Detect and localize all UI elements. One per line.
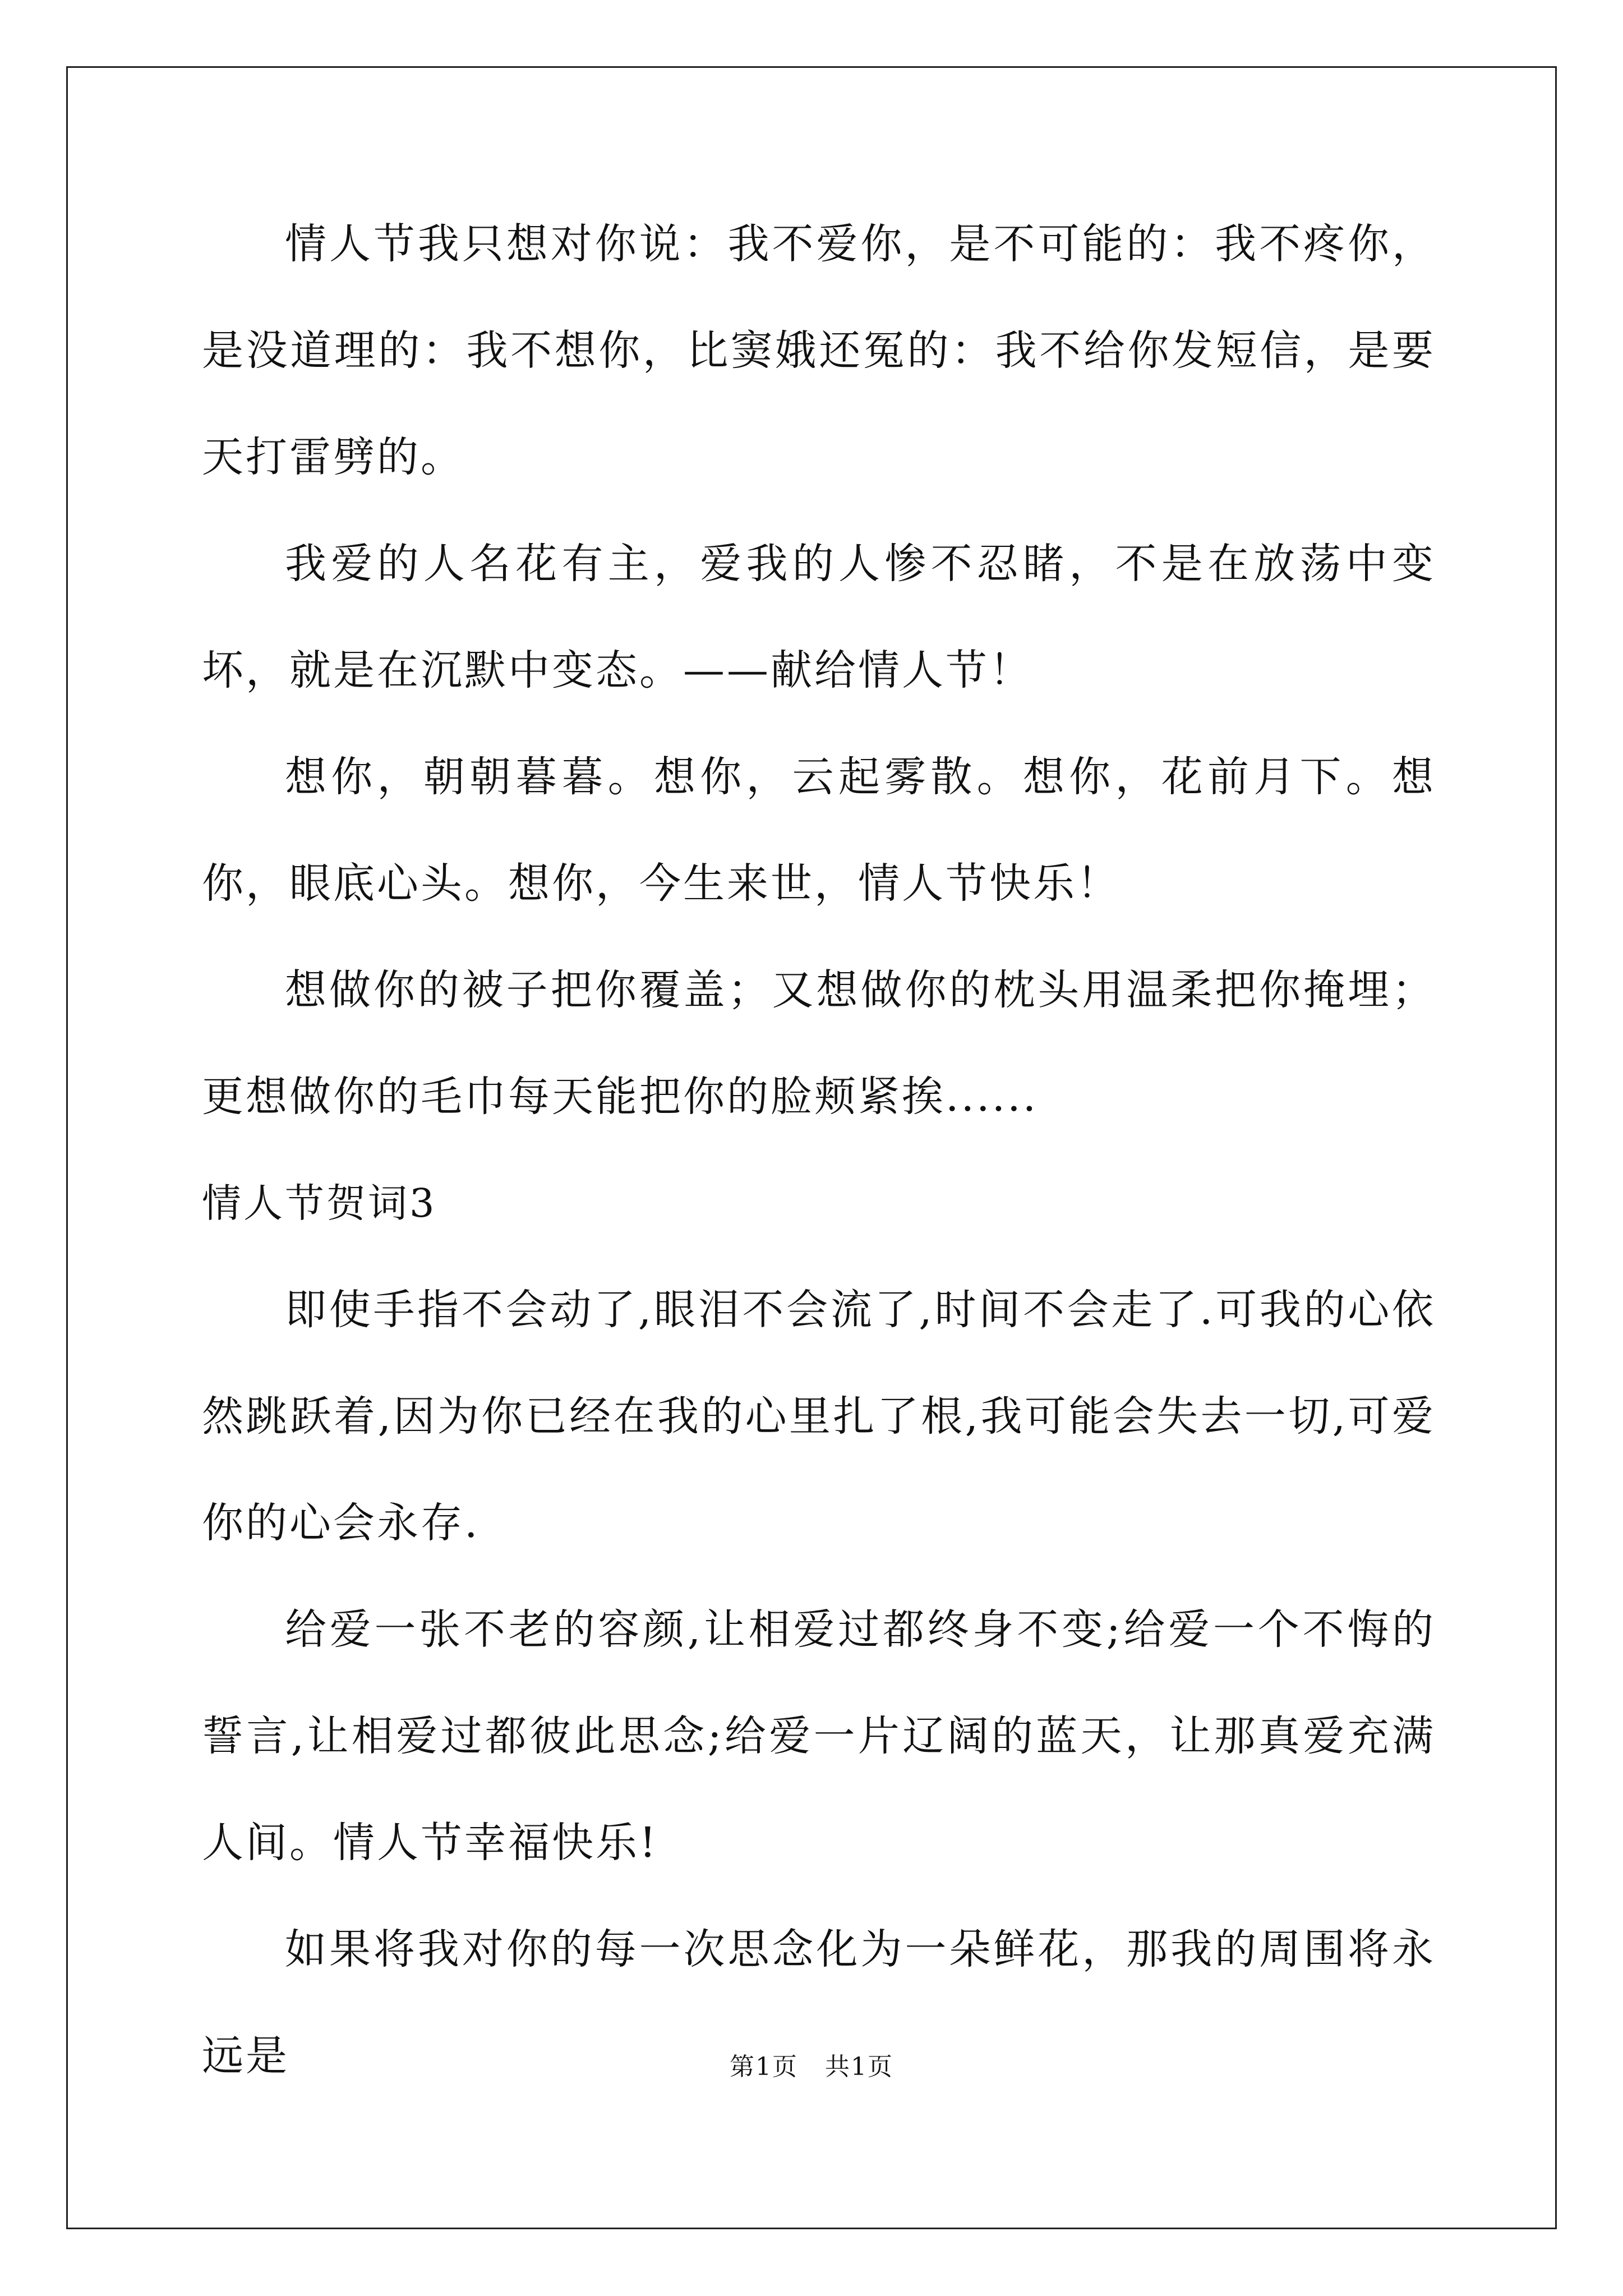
- paragraph: 想做你的被子把你覆盖；又想做你的枕头用温柔把你掩埋；更想做你的毛巾每天能把你的脸颊紧挨......: [202, 966, 1436, 1121]
- page-total: 共1页: [825, 2053, 893, 2081]
- paragraph: 想你，朝朝暮暮。想你，云起雾散。想你，花前月下。想你，眼底心头。想你，今生来世，情人节快乐！: [202, 753, 1436, 908]
- section-heading: 情人节贺词3: [202, 1180, 437, 1226]
- paragraph: 给爱一张不老的容颜,让相爱过都终身不变;给爱一个不悔的誓言,让相爱过都彼此思念;给爱一片辽阔的蓝天，让那真爱充满人间。情人节幸福快乐!: [202, 1605, 1436, 1867]
- page-number: 第1页: [730, 2053, 798, 2081]
- page-footer: [0, 2046, 1623, 2082]
- paragraph: 即使手指不会动了,眼泪不会流了,时间不会走了.可我的心依然跳跃着,因为你已经在我的心里扎了根,我可能会失去一切,可爱你的心会永存.: [202, 1286, 1436, 1547]
- paragraph: 如果将我对你的每一次思念化为一朵鲜花，那我的周围将永远是: [202, 1925, 1436, 2080]
- paragraph: 情人节我只想对你说：我不爱你，是不可能的：我不疼你，是没道理的：我不想你，比窦娥还冤的：我不给你发短信，是要天打雷劈的。: [202, 220, 1436, 481]
- document-body: [202, 191, 1436, 2109]
- paragraph: 我爱的人名花有主，爱我的人惨不忍睹，不是在放荡中变坏，就是在沉默中变态。——献给情人节！: [202, 540, 1436, 694]
